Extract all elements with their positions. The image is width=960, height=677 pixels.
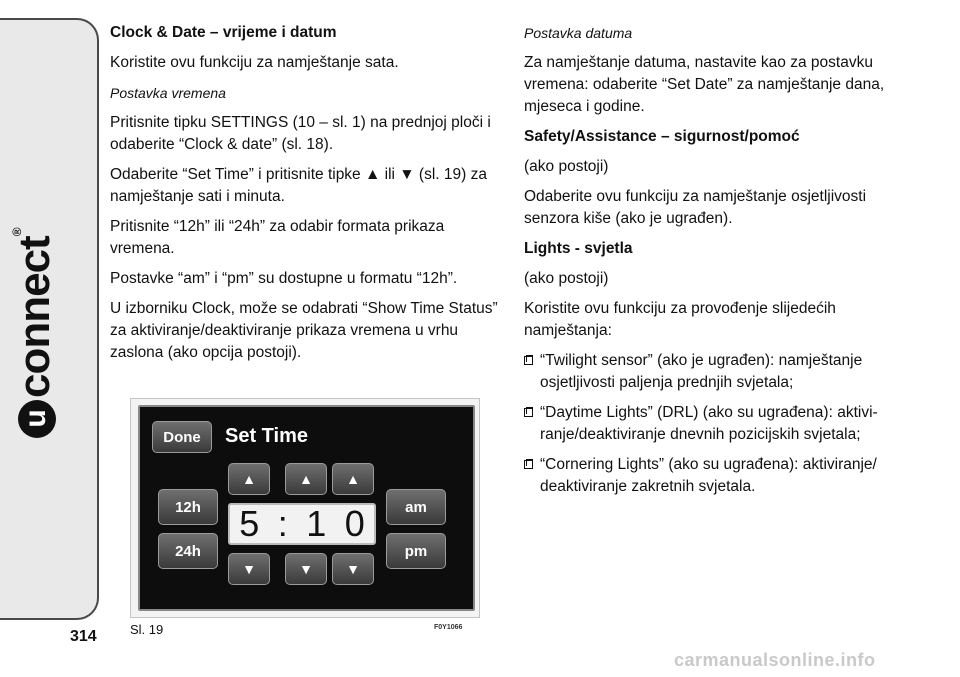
safety-text: Odaberite ovu funkciju za namještanje osjetljivosti senzora kiše (ako je ugrađen). [524, 188, 867, 227]
paragraph: Odaberite “Set Time” i pritisnite tipke ▲ ili ▼ (sl. 19) za namještanje sati i minuta. [110, 166, 487, 205]
page-number: 314 [70, 628, 97, 645]
bullet-text: “Cornering Lights” (ako su ugrađena): aktiviranje/ deaktiviranje zakretnih svjetala. [540, 456, 877, 495]
minute-tens-down-button[interactable]: ▼ [285, 553, 327, 585]
paragraph: Pritisnite tipku SETTINGS (10 – sl. 1) na prednjoj ploči i odaberite “Clock & date” (sl. 18). [110, 114, 491, 153]
brand-mark: ® [10, 228, 24, 237]
set-time-screen [138, 405, 475, 611]
lights-text: Koristite ovu funkciju za provođenje slijedećih namještanja: [524, 300, 836, 339]
format-24h-button[interactable]: 24h [158, 533, 218, 569]
minute-ones-digit: 0 [344, 503, 365, 544]
hour-up-button[interactable]: ▲ [228, 463, 270, 495]
date-setting-subheading: Postavka datuma [524, 25, 633, 41]
clock-date-heading: Clock & Date – vrijeme i datum [110, 24, 337, 41]
brand-text: connect [10, 236, 59, 398]
minute-ones-up-button[interactable]: ▲ [332, 463, 374, 495]
right-column [524, 22, 914, 506]
uconnect-logo [10, 228, 60, 438]
screen-title: Set Time [225, 425, 308, 447]
figure-caption: Sl. 19 [130, 622, 164, 637]
side-tab [0, 18, 99, 620]
date-text: Za namještanje datuma, nastavite kao za postavku vremena: odaberite “Set Date” za namještanje dana, mjeseca i godine. [524, 54, 885, 115]
left-column [110, 22, 500, 372]
safety-note: (ako postoji) [524, 158, 609, 175]
lights-heading: Lights - svjetla [524, 240, 633, 257]
paragraph: U izborniku Clock, može se odabrati “Show Time Status” za aktiviranje/deaktiviranje prikaza vremena u vrhu zaslona (ako opcija postoji). [110, 300, 498, 361]
hour-down-button[interactable]: ▼ [228, 553, 270, 585]
am-button[interactable]: am [386, 489, 446, 525]
minute-tens-up-button[interactable]: ▲ [285, 463, 327, 495]
clock-intro: Koristite ovu funkciju za namještanje sata. [110, 54, 399, 71]
lights-note: (ako postoji) [524, 270, 609, 287]
hour-digit: 5 [239, 503, 260, 544]
pm-button[interactable]: pm [386, 533, 446, 569]
paragraph: Pritisnite “12h” ili “24h” za odabir formata prikaza vremena. [110, 218, 445, 257]
brand-u: u [18, 400, 56, 438]
format-12h-button[interactable]: 12h [158, 489, 218, 525]
list-item [524, 454, 914, 498]
minute-tens-digit: 1 [306, 503, 327, 544]
list-item [524, 350, 914, 394]
bullet-text: “Daytime Lights” (DRL) (ako su ugrađena): aktivi-ranje/deaktiviranje dnevnih pozicijskih svjetala; [540, 404, 878, 443]
checkbox-bullet-icon [524, 408, 533, 417]
figure-code: F0Y1066 [434, 624, 463, 631]
minute-ones-down-button[interactable]: ▼ [332, 553, 374, 585]
watermark: carmanualsonline.info [674, 650, 876, 670]
list-item [524, 402, 914, 446]
bullet-text: “Twilight sensor” (ako je ugrađen): namještanje osjetljivosti paljenja prednjih svjetala; [540, 352, 863, 391]
time-setting-subheading: Postavka vremena [110, 85, 226, 101]
checkbox-bullet-icon [524, 356, 533, 365]
done-button[interactable]: Done [152, 421, 212, 453]
time-separator: : [277, 503, 288, 544]
safety-heading: Safety/Assistance – sigurnost/pomoć [524, 128, 800, 145]
checkbox-bullet-icon [524, 460, 533, 469]
paragraph: Postavke “am” i “pm” su dostupne u formatu “12h”. [110, 270, 458, 287]
time-display [228, 503, 376, 545]
